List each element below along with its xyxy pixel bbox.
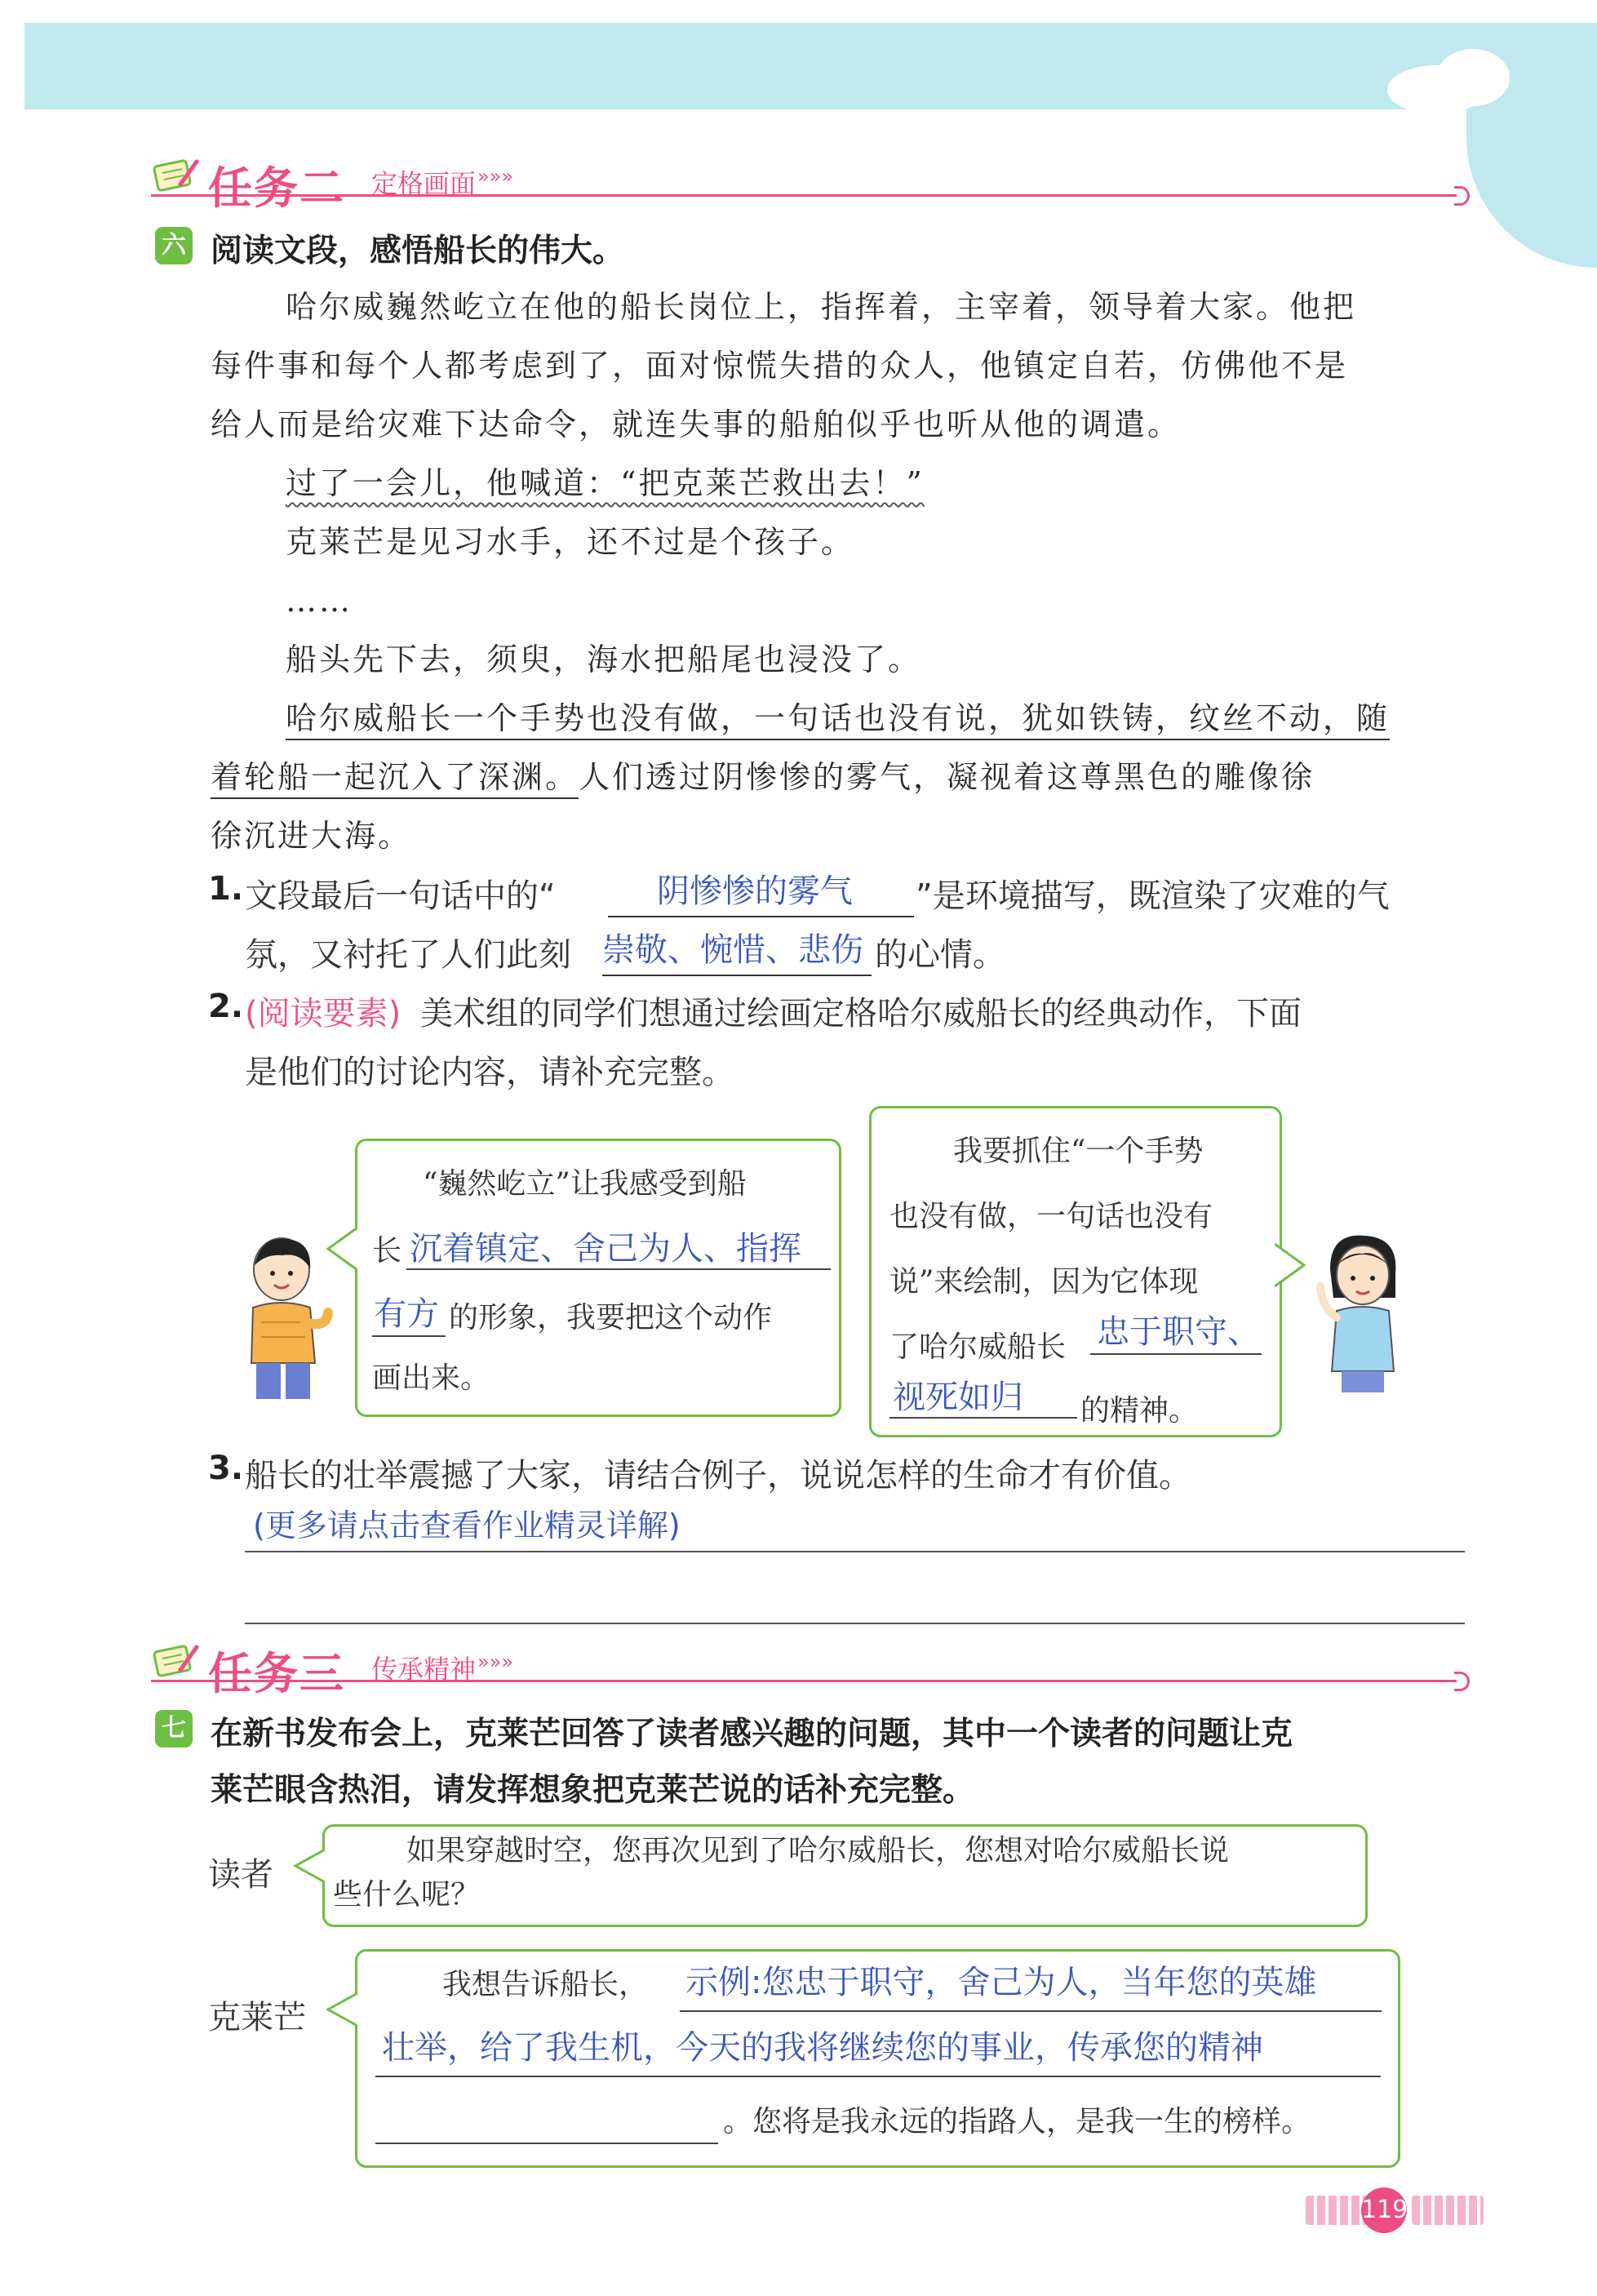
bubble-text: 。您将是我永远的指路人，是我一生的榜样。 xyxy=(723,2105,1311,2138)
page-number: 119 xyxy=(1361,2187,1407,2233)
answer-text: 有方 xyxy=(374,1295,439,1333)
subquestion-number: 2. xyxy=(208,988,244,1025)
speech-bubble-left xyxy=(355,1139,841,1417)
subquestion-text: ”是环境描写，既渲染了灾难的气 xyxy=(916,877,1390,915)
passage-line-underlined: 哈尔威船长一个手势也没有做，一句话也没有说，犹如铁铸，纹丝不动，随 xyxy=(286,700,1391,736)
answer-line xyxy=(680,2010,1382,2012)
passage-underlined-segment: 着轮船一起沉入了深渊。 xyxy=(211,759,579,795)
answer-line xyxy=(1090,1353,1262,1355)
bubble-text: 画出来。 xyxy=(372,1361,490,1395)
question-title: 莱芒眼含热泪，请发挥想象把克莱芒说的话补充完整。 xyxy=(211,1772,975,1809)
bubble-tail xyxy=(1275,1241,1307,1290)
notebook-pencil-icon xyxy=(151,1641,200,1681)
bubble-text: 长 xyxy=(372,1234,402,1268)
answer-line[interactable] xyxy=(245,1551,1465,1552)
subquestion-number: 3. xyxy=(208,1450,244,1487)
reading-element-tag: (阅读要素) xyxy=(245,995,401,1033)
passage-line-wavy: 过了一会儿，他喊道：“把克莱芒救出去！” xyxy=(286,465,925,501)
speech-bubble-right xyxy=(869,1106,1282,1437)
header-band xyxy=(24,23,1575,109)
speech-bubble-reader xyxy=(322,1824,1368,1927)
answer-line xyxy=(372,1335,446,1337)
answer-blank[interactable] xyxy=(602,929,872,976)
speech-bubble-clement xyxy=(355,1949,1400,2168)
answer-line[interactable] xyxy=(245,1623,1465,1624)
header-cloud-puff xyxy=(1436,49,1510,106)
question-badge: 七 xyxy=(155,1710,193,1748)
girl-illustration xyxy=(1314,1232,1412,1396)
task2-arrows: »»» xyxy=(477,165,514,188)
subquestion-text: 的心情。 xyxy=(875,936,1005,974)
task2-divider xyxy=(151,194,1457,197)
bubble-text: 了哈尔威船长 xyxy=(889,1330,1067,1364)
task2-title: 任务二 xyxy=(208,162,345,214)
subquestion-text: 船长的壮举震撼了大家，请结合例子，说说怎样的生命才有价值。 xyxy=(245,1457,1191,1494)
task3-subtitle: 传承精神 xyxy=(371,1654,477,1685)
answer-text: 忠于职守、 xyxy=(1097,1313,1260,1351)
subquestion-text: 美术组的同学们想通过绘画定格哈尔威船长的经典动作，下面 xyxy=(420,995,1302,1033)
answer-line xyxy=(889,1417,1077,1419)
bubble-text: 我想告诉船长， xyxy=(442,1968,649,2001)
task2-divider-hook xyxy=(1454,186,1470,206)
task3-arrows: »»» xyxy=(477,1650,514,1673)
task3-title: 任务三 xyxy=(208,1648,345,1699)
answer-blank[interactable] xyxy=(608,870,914,917)
task3-divider-hook xyxy=(1454,1672,1470,1691)
bubble-text: “巍然屹立”让我感受到船 xyxy=(423,1167,747,1201)
bubble-text: 也没有做，一句话也没有 xyxy=(889,1200,1213,1233)
answer-line xyxy=(375,2143,718,2144)
answer-text: 沉着镇定、舍己为人、指挥 xyxy=(410,1230,801,1268)
speaker-label-clement: 克莱芒 xyxy=(208,1999,306,2036)
page-number-decoration xyxy=(1412,2196,1484,2225)
question-title: 在新书发布会上，克莱芒回答了读者感兴趣的问题，其中一个读者的问题让克 xyxy=(211,1716,1293,1752)
answer-text: 崇敬、惋惜、悲伤 xyxy=(602,931,863,969)
bubble-text: 我要抓住“一个手势 xyxy=(953,1135,1204,1168)
passage-line: 给人而是给灾难下达命令，就连失事的船舶似乎也听从他的调遣。 xyxy=(211,406,1182,442)
passage-line: 克莱芒是见习水手，还不过是个孩子。 xyxy=(286,524,855,560)
answer-text: 示例:您忠于职守，舍己为人，当年您的英雄 xyxy=(685,1964,1317,2001)
subquestion-number: 1. xyxy=(208,870,244,908)
speaker-label-reader: 读者 xyxy=(208,1856,273,1894)
passage-segment: 人们透过阴惨惨的雾气，凝视着这尊黑色的雕像徐 xyxy=(579,759,1315,795)
answer-text: 视死如归 xyxy=(893,1379,1023,1416)
subquestion-text: 文段最后一句话中的“ xyxy=(245,877,556,915)
passage-line: 每件事和每个人都考虑到了，面对惊慌失措的众人，他镇定自若，仿佛他不是 xyxy=(211,348,1349,384)
passage-line: 徐沉进大海。 xyxy=(211,818,412,854)
bubble-text: 说”来绘制，因为它体现 xyxy=(889,1265,1199,1299)
notebook-pencil-icon xyxy=(151,155,200,196)
task3-divider xyxy=(151,1680,1457,1682)
bubble-text: 如果穿越时空，您再次见到了哈尔威船长，您想对哈尔威船长说 xyxy=(406,1834,1230,1867)
question-badge: 六 xyxy=(155,227,193,264)
question-title: 阅读文段，感悟船长的伟大。 xyxy=(211,233,625,269)
bubble-text: 的精神。 xyxy=(1080,1394,1199,1428)
task2-subtitle: 定格画面 xyxy=(371,168,477,199)
answer-text: 阴惨惨的雾气 xyxy=(657,873,853,910)
bubble-text: 些什么呢？ xyxy=(333,1878,481,1912)
passage-line: 哈尔威巍然屹立在他的船长岗位上，指挥着，主宰着，领导着大家。他把 xyxy=(286,289,1357,325)
boy-illustration xyxy=(237,1232,335,1404)
subquestion-text: 氛，又衬托了人们此刻 xyxy=(245,936,571,974)
bubble-text: 的形象，我要把这个动作 xyxy=(449,1301,773,1335)
passage-line: 船头先下去，须臾，海水把船尾也浸没了。 xyxy=(286,642,922,677)
bubble-tail xyxy=(292,1846,325,1887)
subquestion-text: 是他们的讨论内容，请补充完整。 xyxy=(245,1054,734,1091)
bubble-tail xyxy=(325,1990,357,2031)
answer-text: (更多请点击查看作业精灵详解) xyxy=(253,1508,681,1543)
answer-text: 壮举，给了我生机，今天的我将继续您的事业，传承您的精神 xyxy=(382,2029,1263,2067)
answer-line xyxy=(375,2076,1381,2077)
bubble-tail xyxy=(325,1224,357,1273)
passage-ellipsis: …… xyxy=(286,583,353,619)
